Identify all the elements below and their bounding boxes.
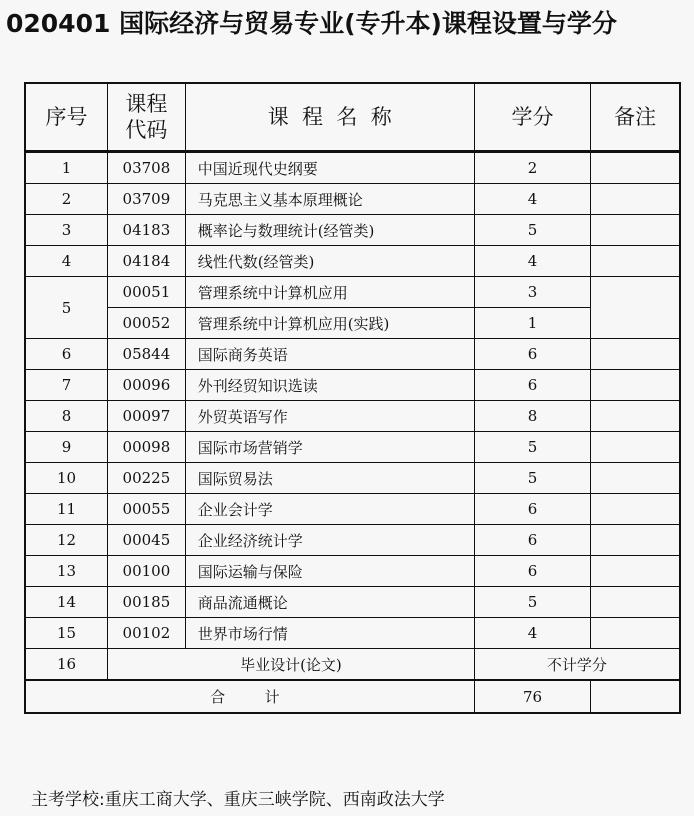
row-code: 00097 [108,401,186,432]
row-notes [591,152,680,184]
row-course-name: 管理系统中计算机应用(实践) [185,308,474,339]
row-seq: 12 [25,525,108,556]
row-code: 00096 [108,370,186,401]
row-seq: 16 [25,649,108,681]
row-seq: 9 [25,432,108,463]
row-code: 03708 [108,152,186,184]
row-credits: 1 [474,308,590,339]
table-row [25,432,680,463]
table-row [25,246,680,277]
row-course-name: 马克思主义基本原理概论 [185,184,474,215]
table-row [25,587,680,618]
row-seq: 4 [25,246,108,277]
table-row [25,215,680,246]
row-notes [591,246,680,277]
row-credits: 5 [474,432,590,463]
row-seq: 6 [25,339,108,370]
table-row [25,618,680,649]
table-row [25,463,680,494]
header-notes: 备注 [591,83,680,152]
row-credits: 8 [474,401,590,432]
row-code: 00100 [108,556,186,587]
row-course-name: 线性代数(经管类) [185,246,474,277]
row-credits: 6 [474,494,590,525]
thesis-row [25,649,680,681]
total-credits: 76 [474,680,590,713]
table-header-row [25,83,680,152]
row-notes [591,370,680,401]
page-title: 020401 国际经济与贸易专业(专升本)课程设置与学分 [6,9,617,38]
row-code: 00051 [108,277,186,308]
total-label: 合 计 [25,680,474,713]
row-code: 05844 [108,339,186,370]
row-course-name: 概率论与数理统计(经管类) [185,215,474,246]
row-seq: 11 [25,494,108,525]
row-notes [591,184,680,215]
row-notes [591,618,680,649]
row-credits: 5 [474,215,590,246]
row-credits: 6 [474,339,590,370]
row-course-name: 企业经济统计学 [185,525,474,556]
row-course-name: 企业会计学 [185,494,474,525]
row-code: 00045 [108,525,186,556]
row-code: 00185 [108,587,186,618]
row-credits: 6 [474,370,590,401]
row-seq: 2 [25,184,108,215]
table-row [25,184,680,215]
row-course-name: 外刊经贸知识选读 [185,370,474,401]
row-seq: 13 [25,556,108,587]
table-row [25,152,680,184]
row-code: 00098 [108,432,186,463]
row-code: 04183 [108,215,186,246]
row-credits: 4 [474,246,590,277]
row-course-name: 国际商务英语 [185,339,474,370]
row-course-name: 中国近现代史纲要 [185,152,474,184]
row-code: 04184 [108,246,186,277]
total-notes [591,680,680,713]
row-credits: 6 [474,556,590,587]
row-course-name: 外贸英语写作 [185,401,474,432]
table-row [25,370,680,401]
table-row [25,494,680,525]
row-notes [591,432,680,463]
row-course-name: 管理系统中计算机应用 [185,277,474,308]
row-notes [591,215,680,246]
total-row [25,680,680,713]
row-seq: 8 [25,401,108,432]
row-course-name: 国际贸易法 [185,463,474,494]
row-course-name: 国际市场营销学 [185,432,474,463]
row-credits: 2 [474,152,590,184]
row-seq: 10 [25,463,108,494]
row-notes [591,587,680,618]
header-name: 课 程 名 称 [185,83,474,152]
header-seq: 序号 [25,83,108,152]
row-notes [591,556,680,587]
row-credits: 4 [474,184,590,215]
row-code: 00055 [108,494,186,525]
row-code: 03709 [108,184,186,215]
row-notes [591,401,680,432]
course-table [24,82,681,714]
row-credits: 5 [474,587,590,618]
row-notes [591,494,680,525]
row-code: 00102 [108,618,186,649]
examining-schools: 主考学校:重庆工商大学、重庆三峡学院、西南政法大学 [31,790,445,810]
row-course-name: 商品流通概论 [185,587,474,618]
row-course-name: 世界市场行情 [185,618,474,649]
table-row [25,556,680,587]
table-row [25,525,680,556]
table-row [25,339,680,370]
row-credits: 3 [474,277,590,308]
row-credits: 4 [474,618,590,649]
row-notes [591,339,680,370]
table-row [25,308,680,339]
row-seq: 3 [25,215,108,246]
row-course-name: 国际运输与保险 [185,556,474,587]
row-credits: 5 [474,463,590,494]
row-code: 00225 [108,463,186,494]
row-credits: 不计学分 [474,649,680,681]
row-seq: 1 [25,152,108,184]
row-notes [591,463,680,494]
row-seq: 15 [25,618,108,649]
row-seq: 7 [25,370,108,401]
row-seq: 14 [25,587,108,618]
row-credits: 6 [474,525,590,556]
row-notes [591,277,680,339]
row-course-name: 毕业设计(论文) [108,649,475,681]
row-code: 00052 [108,308,186,339]
row-notes [591,525,680,556]
header-credits: 学分 [474,83,590,152]
row-seq: 5 [25,277,108,339]
table-row [25,401,680,432]
header-code: 课程 代码 [108,83,186,152]
table-row [25,277,680,308]
